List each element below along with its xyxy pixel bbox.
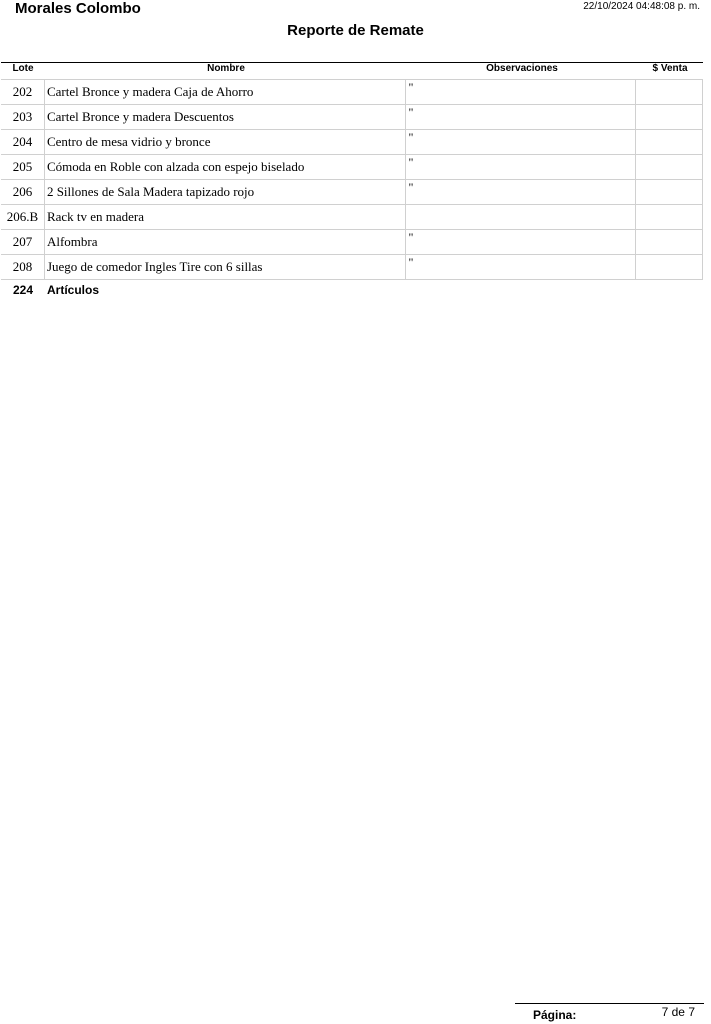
table-row: [1, 230, 703, 255]
cell-nombre: Alfombra: [44, 230, 406, 255]
page-label: Página:: [533, 1008, 577, 1022]
report-title: Reporte de Remate: [287, 22, 424, 39]
summary-count: 224: [13, 283, 34, 297]
report-datetime: 22/10/2024 04:48:08 p. m.: [583, 1, 700, 12]
cell-nombre: Cartel Bronce y madera Descuentos: [44, 105, 406, 130]
cell-venta: [636, 180, 703, 205]
cell-observaciones: ": [406, 80, 636, 105]
column-header-venta: $ Venta: [652, 63, 688, 74]
cell-nombre: 2 Sillones de Sala Madera tapizado rojo: [44, 180, 406, 205]
page-number: 7 de 7: [661, 1005, 695, 1019]
cell-venta: [636, 105, 703, 130]
cell-observaciones: ": [406, 105, 636, 130]
table-row: [1, 130, 703, 155]
footer-divider: [515, 1003, 704, 1004]
table-row: [1, 180, 703, 205]
cell-observaciones: ": [406, 230, 636, 255]
cell-lote: 205: [1, 155, 44, 180]
cell-observaciones: ": [406, 155, 636, 180]
cell-lote: 206: [1, 180, 44, 205]
cell-lote: 203: [1, 105, 44, 130]
cell-observaciones: ": [406, 130, 636, 155]
cell-venta: [636, 205, 703, 230]
cell-venta: [636, 80, 703, 105]
cell-lote: 206.B: [1, 205, 44, 230]
cell-observaciones: ": [406, 255, 636, 280]
table-row: [1, 105, 703, 130]
company-name: Morales Colombo: [15, 0, 141, 17]
table-row: [1, 255, 703, 280]
cell-nombre: Cartel Bronce y madera Caja de Ahorro: [44, 80, 406, 105]
table-row: [1, 155, 703, 180]
table-row: [1, 80, 703, 105]
cell-venta: [636, 230, 703, 255]
cell-observaciones: ": [406, 180, 636, 205]
column-header-observaciones: Observaciones: [486, 63, 558, 74]
column-header-nombre: Nombre: [207, 63, 245, 74]
cell-lote: 207: [1, 230, 44, 255]
cell-observaciones: [406, 205, 636, 230]
cell-venta: [636, 130, 703, 155]
column-header-row: [1, 62, 703, 77]
cell-venta: [636, 155, 703, 180]
lots-table: [1, 79, 703, 280]
column-header-lote: Lote: [12, 63, 34, 74]
cell-nombre: Juego de comedor Ingles Tire con 6 sillas: [44, 255, 406, 280]
cell-nombre: Cómoda en Roble con alzada con espejo biselado: [44, 155, 406, 180]
summary-label: Artículos: [47, 283, 100, 297]
cell-venta: [636, 255, 703, 280]
summary-total: [13, 283, 99, 297]
cell-lote: 202: [1, 80, 44, 105]
cell-nombre: Rack tv en madera: [44, 205, 406, 230]
cell-lote: 208: [1, 255, 44, 280]
table-row: [1, 205, 703, 230]
cell-nombre: Centro de mesa vidrio y bronce: [44, 130, 406, 155]
cell-lote: 204: [1, 130, 44, 155]
